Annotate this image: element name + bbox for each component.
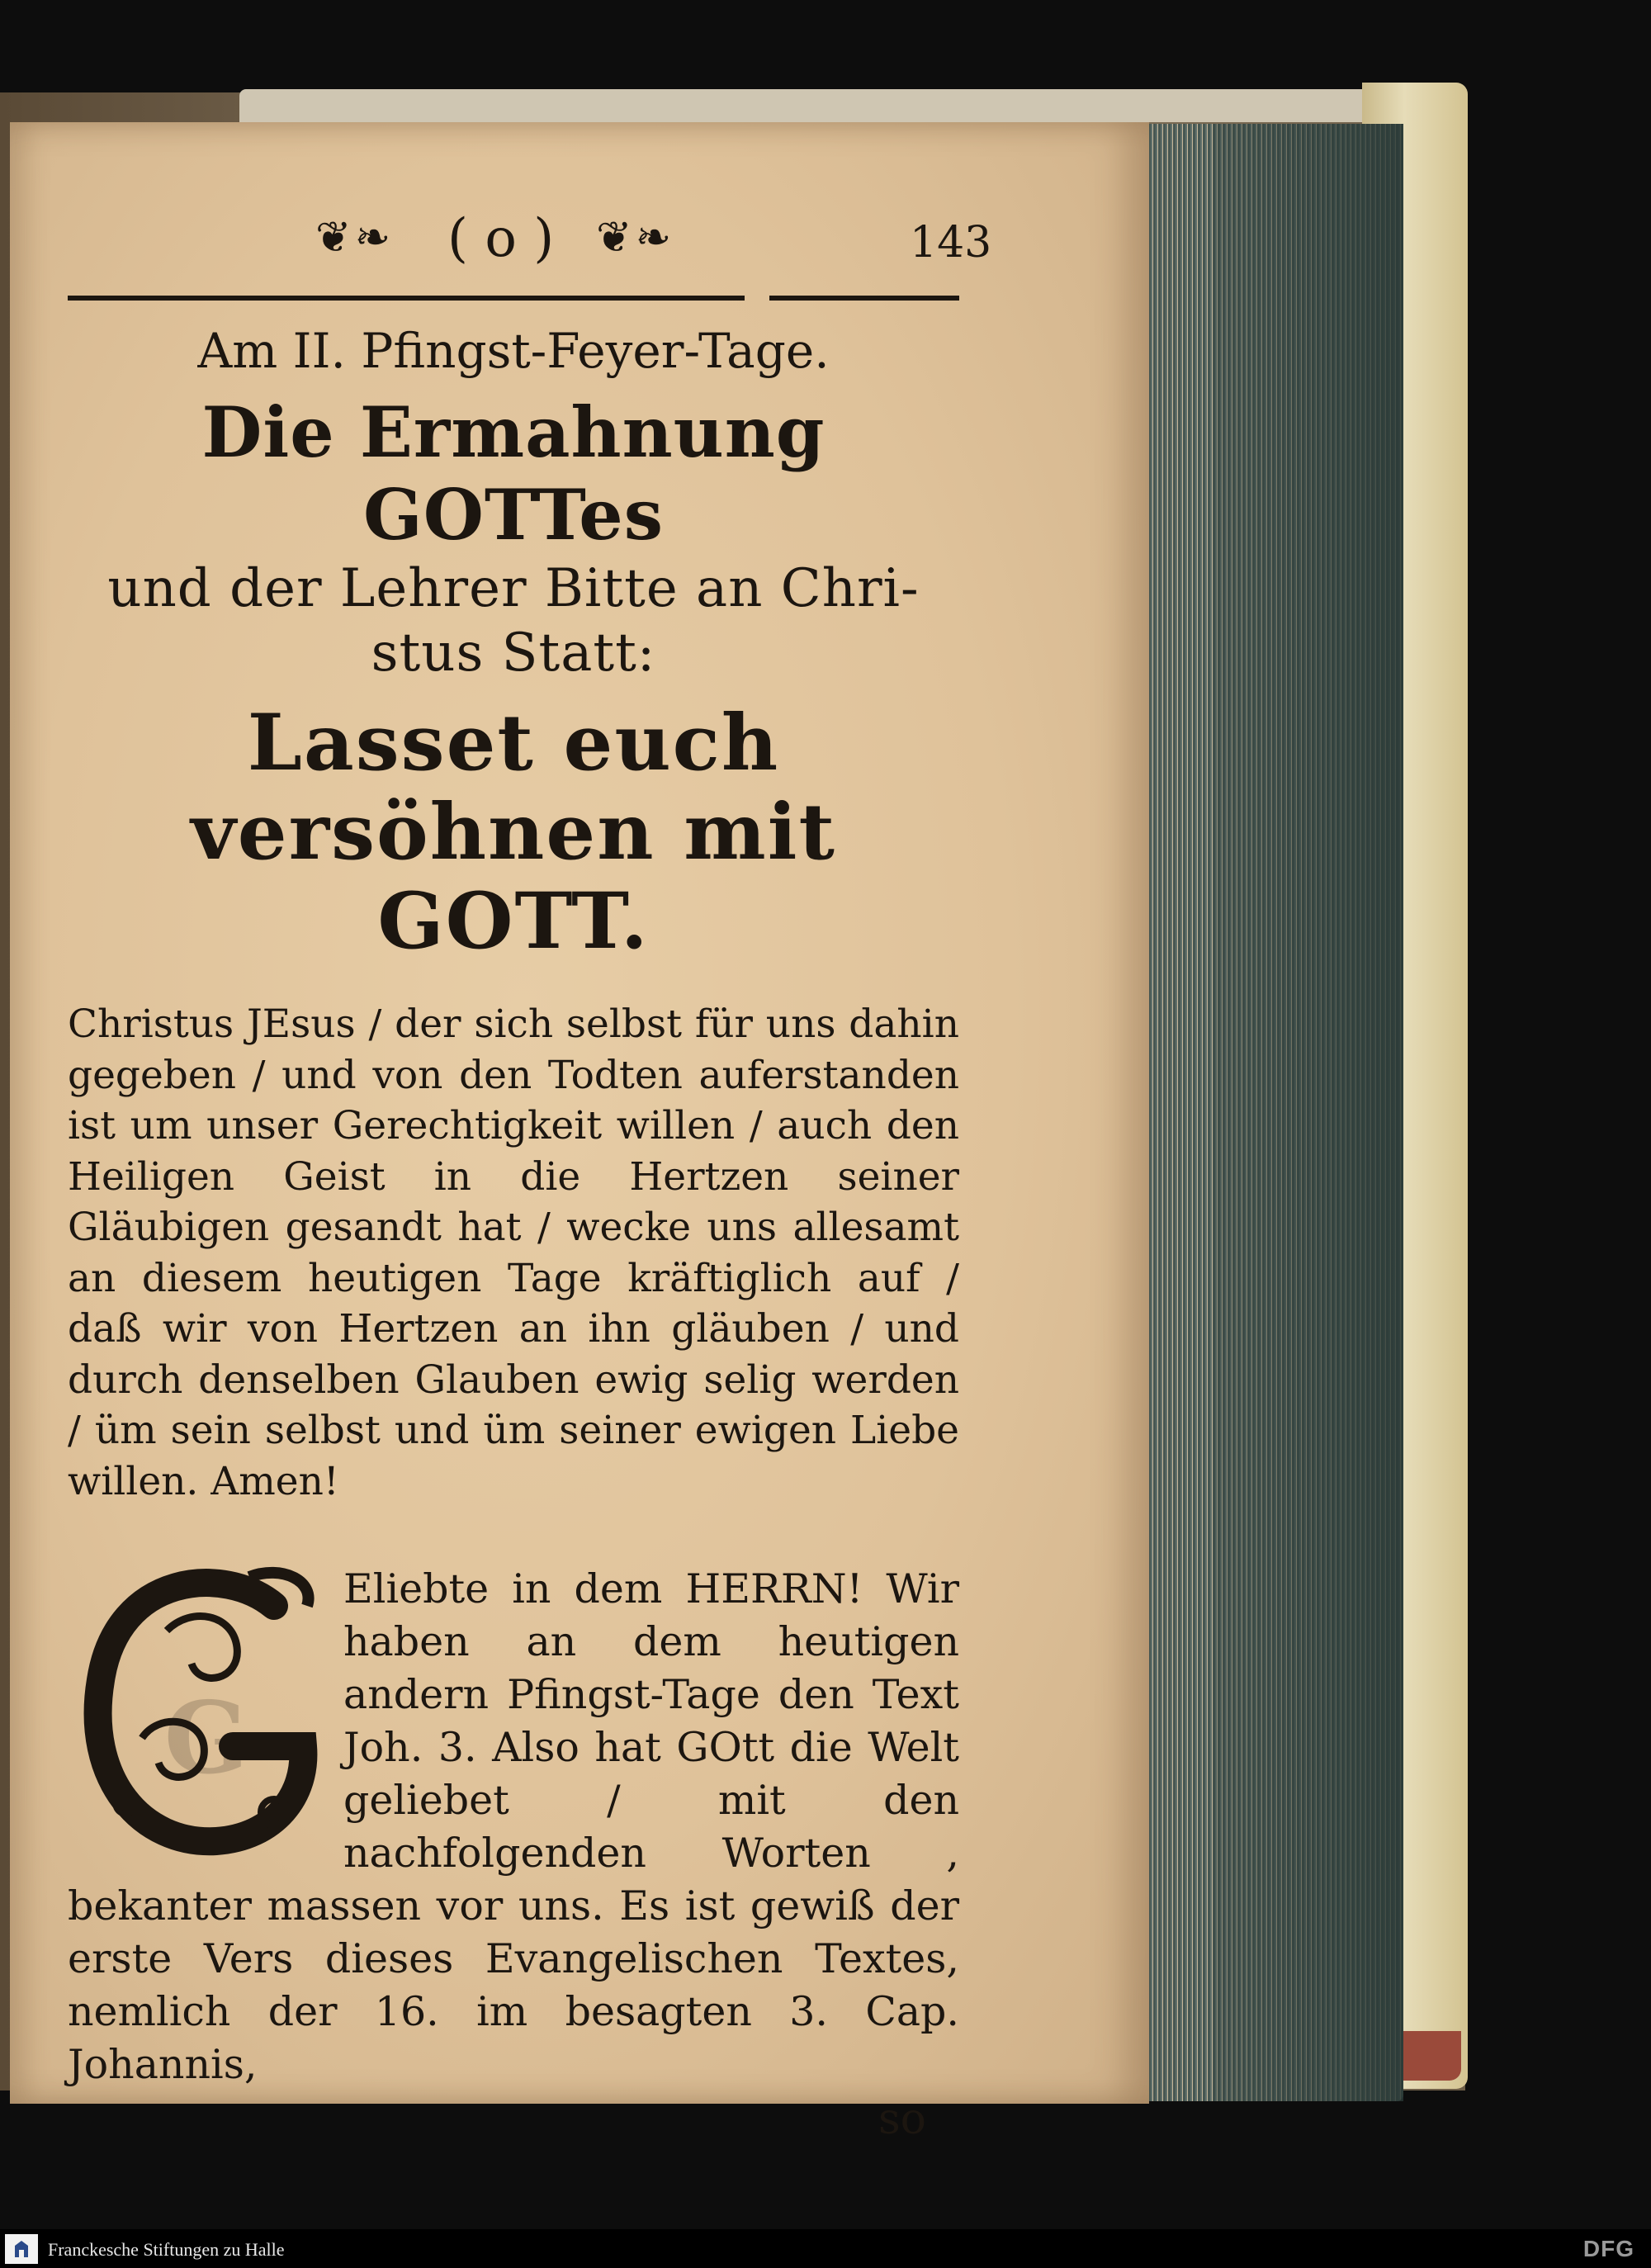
ornament-left-icon: ❦❧ [315,213,395,263]
catchword: so [878,2095,926,2144]
footer-bar [0,2229,1651,2268]
sermon-occasion: Am II. Pfingst-Feyer-Tage. [197,323,830,379]
sermon-title [68,391,959,685]
page-content [68,208,992,2144]
head-rule-main [68,296,745,301]
institution-name: Franckesche Stiftungen zu Halle [48,2239,285,2260]
opening-prayer: Christus JEsus / der sich selbst für uns dahin gegeben / und von den Todten auferstanden ist um unser Gerechtigkeit willen / auch den Heiligen Geist in die Hertzen seiner Gläubigen gesandt hat / wecke uns allesamt an diesem heutigen Tage kräftiglich auf / daß wir von Hertzen an ihn gläuben / und durch denselben Glauben ewig selig werden / üm sein selbst und üm seiner ewigen Liebe willen. Amen! [68,1001,959,1504]
sermon-motto: Lasset euch versöhnen mit GOTT. [191,698,836,967]
sermon-title-line-1: Die Ermahnung GOTTes [201,391,826,556]
decorated-initial-icon [68,1556,332,1870]
head-rule-side [769,296,959,301]
dfg-logo: DFG [1582,2236,1634,2261]
book-cover-corner [1403,2031,1461,2081]
sermon-body [68,1563,959,2144]
sermon-body-text: Eliebte in dem HERRN! Wir haben an dem heutigen andern Pfingst-Tage den Text Joh. 3. Also hat GOtt die Welt geliebet / mit den nachfolgenden Worten , bekanter massen vor uns. Es ist gewiß der erste Vers dieses Evangelischen Textes, nemlich der 16. im besagten 3. Cap. Johannis, [68,1565,959,2088]
svg-text:G: G [163,1680,249,1797]
running-head [68,208,992,287]
page-number: 143 [910,218,992,268]
sermon-title-line-3: stus Statt: [371,623,656,684]
book-page [10,122,1149,2144]
ornament-right-icon: ❦❧ [596,213,675,263]
sermon-title-line-2: und der Lehrer Bitte an Chri- [107,558,920,619]
institution-logo-icon [5,2234,38,2264]
book-cover-top-edge [239,89,1420,122]
fore-edge-shadow [1213,124,1403,2101]
running-head-marker: ( o ) [447,208,555,269]
decorated-initial [68,1556,332,1870]
